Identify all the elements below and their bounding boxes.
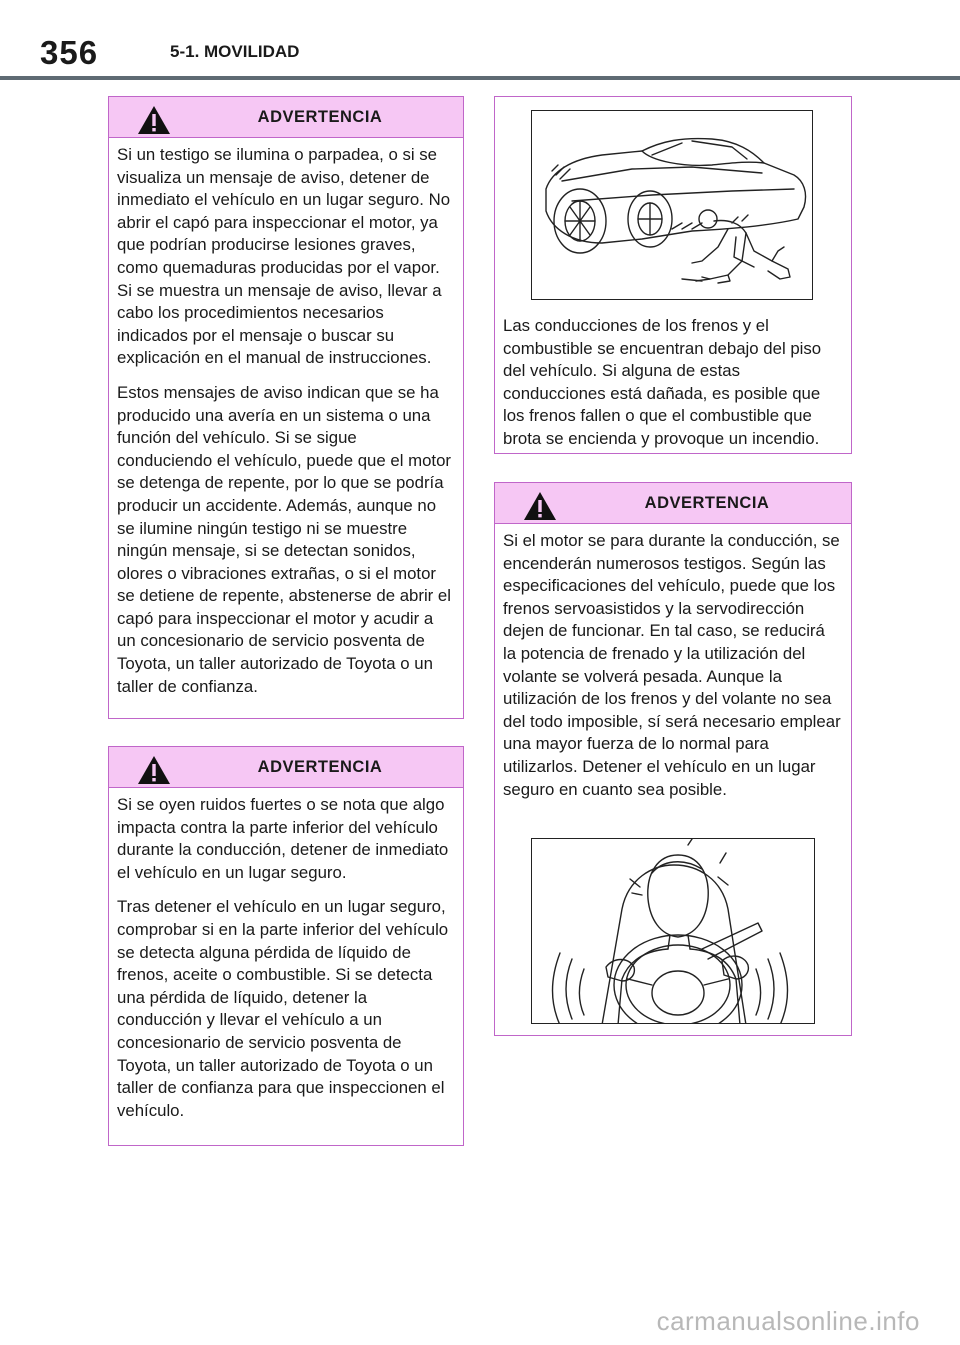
warning-paragraph: Si el motor se para durante la conducción, se encenderán numerosos testigos. Según las especificaciones del vehículo, puede que los frenos servoasistidos y la servodirección dejen de funcionar. En tal caso, se reducirá la potencia de frenado y la utilización del volante se volverá pesada. Aunque la utilización de los frenos y del volante no sea del todo imposible, sí será necesario emplear una mayor fuerza de lo normal para utilizarlos. Detener el vehículo en un lugar seguro en cuanto sea posible. xyxy=(503,531,841,799)
warning-paragraph: Si se oyen ruidos fuertes o se nota que algo impacta contra la parte inferior del vehículo durante la conducción, detener de inmediato el vehículo en un lugar seguro. xyxy=(117,795,449,882)
car-underside-illustration xyxy=(531,110,813,300)
warning-triangle-icon xyxy=(523,491,557,521)
warning-triangle-icon xyxy=(137,755,171,785)
page-number: 356 xyxy=(40,34,99,71)
warning-body xyxy=(495,524,851,801)
warning-header xyxy=(109,747,463,788)
warning-title: ADVERTENCIA xyxy=(644,494,770,512)
warning-title: ADVERTENCIA xyxy=(257,758,383,776)
warning-title: ADVERTENCIA xyxy=(257,108,383,126)
warning-header xyxy=(109,97,463,138)
warning-box-left-bottom xyxy=(108,746,464,1146)
driver-steering-drawing xyxy=(532,839,815,1024)
warning-box-left-top xyxy=(108,96,464,719)
warning-header xyxy=(495,483,851,524)
warning-paragraph: Estos mensajes de aviso indican que se ha producido una avería en un sistema o una función del vehículo. Si se sigue conduciendo el vehículo, puede que el motor se detenga de repente, por lo que se podría producir un accidente. Además, aunque no se ilumine ningún testigo ni se muestre ningún mensaje, si se detectan sonidos, olores o vibraciones extrañas, o si el motor se detiene de repente, abstenerse de abrir el capó para inspeccionar el motor y acudir a un concesionario de servicio posventa de Toyota, un taller autorizado de Toyota o un taller de confianza. xyxy=(117,382,451,696)
figure-box-right-top xyxy=(494,96,852,454)
page-header xyxy=(0,0,960,80)
header-rule xyxy=(0,76,960,80)
warning-box-right xyxy=(494,482,852,1036)
driver-steering-illustration xyxy=(531,838,815,1024)
warning-triangle-icon xyxy=(137,105,171,135)
figure-caption: Las conducciones de los frenos y el combustible se encuentran debajo del piso del vehículo. Si alguna de estas conducciones está dañada, es posible que los frenos fallen o que el combustible que brota se encienda y provoque un incendio. xyxy=(503,316,822,448)
car-inspection-drawing xyxy=(532,111,813,300)
warning-paragraph: Tras detener el vehículo en un lugar seguro, comprobar si en la parte inferior del vehículo se detecta alguna pérdida de líquido de frenos, aceite o combustible. Si se detecta una pérdida de líquido, detener la conducción y llevar el vehículo a un concesionario de servicio posventa de Toyota, un taller autorizado de Toyota o un taller de confianza para que inspeccionen el vehículo. xyxy=(117,897,449,1120)
warning-body xyxy=(109,138,463,698)
watermark-text: carmanualsonline.info xyxy=(656,1306,920,1336)
section-title: 5-1. MOVILIDAD xyxy=(170,42,300,61)
page-footer xyxy=(0,1300,960,1345)
warning-body xyxy=(109,788,463,1122)
warning-paragraph: Si un testigo se ilumina o parpadea, o si se visualiza un mensaje de aviso, detener de inmediato el vehículo en un lugar seguro. No abrir el capó para inspeccionar el motor, ya que podrían producirse lesiones graves, como quemaduras producidas por el vapor. Si se muestra un mensaje de aviso, llevar a cabo los procedimientos necesarios indicados por el mensaje o buscar su explicación en el manual de instrucciones. xyxy=(117,145,451,368)
